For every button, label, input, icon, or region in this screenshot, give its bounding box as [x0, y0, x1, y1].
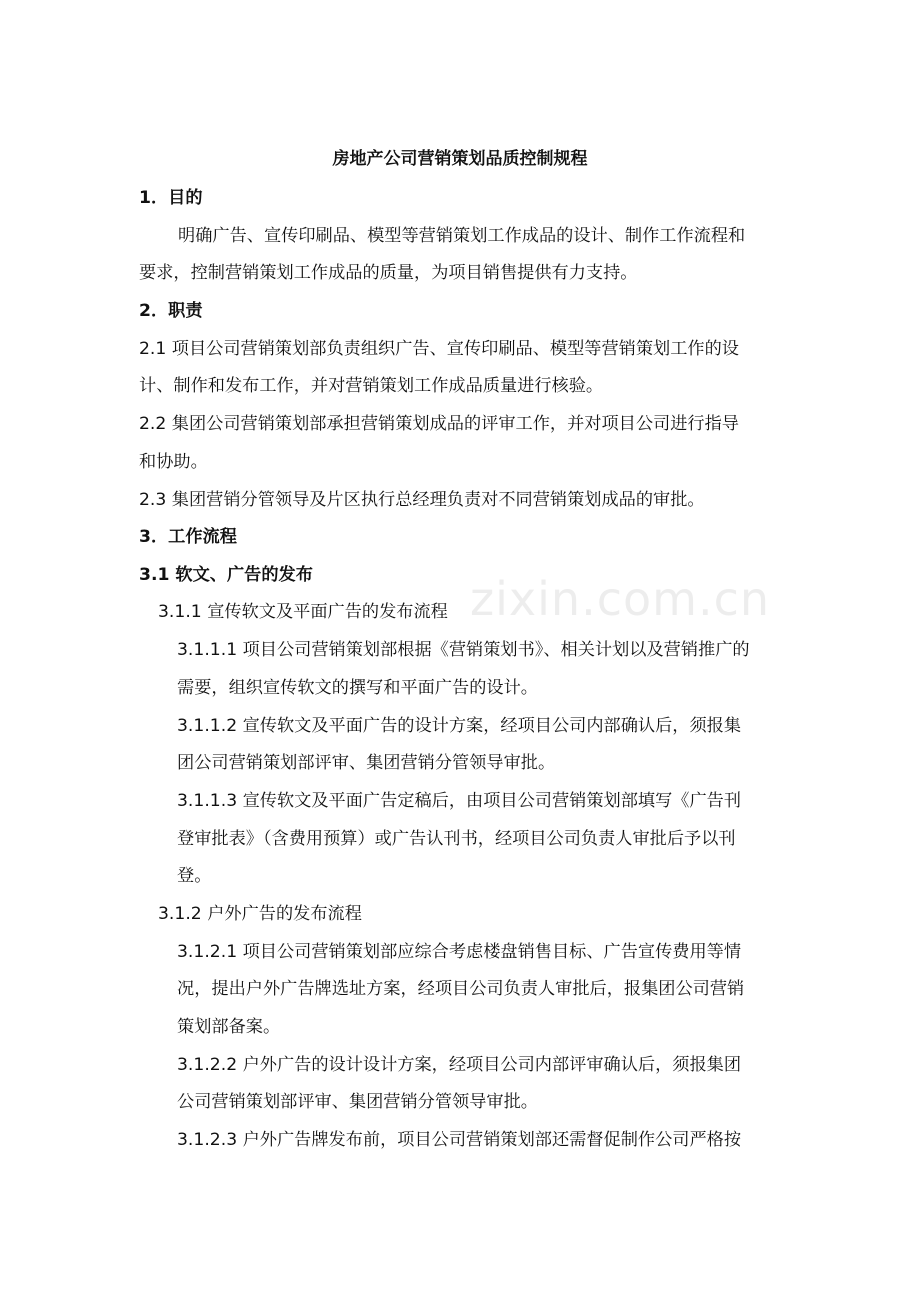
paragraph-line: 3.1.1.3 宣传软文及平面广告定稿后，由项目公司营销策划部填写《广告刊: [177, 791, 742, 811]
paragraph-line: 登。: [177, 866, 212, 886]
paragraph-line: 3.1.2.2 户外广告的设计设计方案，经项目公司内部评审确认后，须报集团: [177, 1055, 742, 1075]
paragraph-line: 2.2 集团公司营销策划部承担营销策划成品的评审工作，并对项目公司进行指导: [139, 414, 739, 434]
section-heading-duties: 2．职责: [139, 301, 203, 321]
paragraph-line: 3.1.2.1 项目公司营销策划部应综合考虑楼盘销售目标、广告宣传费用等情: [177, 942, 742, 962]
section-heading-purpose: 1．目的: [139, 188, 203, 208]
paragraph-line: 公司营销策划部评审、集团营销分管领导审批。: [177, 1092, 538, 1112]
paragraph-line: 2.1 项目公司营销策划部负责组织广告、宣传印刷品、模型等营销策划工作的设: [139, 339, 739, 359]
paragraph-line: 3.1.1.2 宣传软文及平面广告的设计方案，经项目公司内部确认后，须报集: [177, 716, 742, 736]
paragraph-line: 和协助。: [139, 452, 208, 472]
paragraph-line: 策划部备案。: [177, 1017, 281, 1037]
document-title: 房地产公司营销策划品质控制规程: [332, 149, 588, 169]
watermark: zixin.com.cn: [470, 572, 771, 626]
subsection-heading: 3.1 软文、广告的发布: [139, 565, 313, 585]
paragraph-line: 登审批表》（含费用预算）或广告认刊书，经项目公司负责人审批后予以刊: [177, 829, 736, 849]
paragraph-line: 明确广告、宣传印刷品、模型等营销策划工作成品的设计、制作工作流程和: [178, 226, 746, 246]
paragraph-line: 要求，控制营销策划工作成品的质量，为项目销售提供有力支持。: [139, 263, 638, 283]
paragraph-line: 团公司营销策划部评审、集团营销分管领导审批。: [177, 753, 556, 773]
sub-subsection-heading: 3.1.2 户外广告的发布流程: [158, 904, 362, 924]
section-heading-workflow: 3．工作流程: [139, 527, 237, 547]
paragraph-line: 计、制作和发布工作，并对营销策划工作成品质量进行核验。: [139, 376, 604, 396]
paragraph-line: 2.3 集团营销分管领导及片区执行总经理负责对不同营销策划成品的审批。: [139, 490, 705, 510]
paragraph-line: 况，提出户外广告牌选址方案，经项目公司负责人审批后，报集团公司营销: [177, 979, 745, 999]
paragraph-line: 3.1.2.3 户外广告牌发布前，项目公司营销策划部还需督促制作公司严格按: [177, 1130, 742, 1150]
paragraph-line: 3.1.1.1 项目公司营销策划部根据《营销策划书》、相关计划以及营销推广的: [177, 640, 750, 660]
sub-subsection-heading: 3.1.1 宣传软文及平面广告的发布流程: [158, 602, 448, 622]
paragraph-line: 需要，组织宣传软文的撰写和平面广告的设计。: [177, 678, 538, 698]
